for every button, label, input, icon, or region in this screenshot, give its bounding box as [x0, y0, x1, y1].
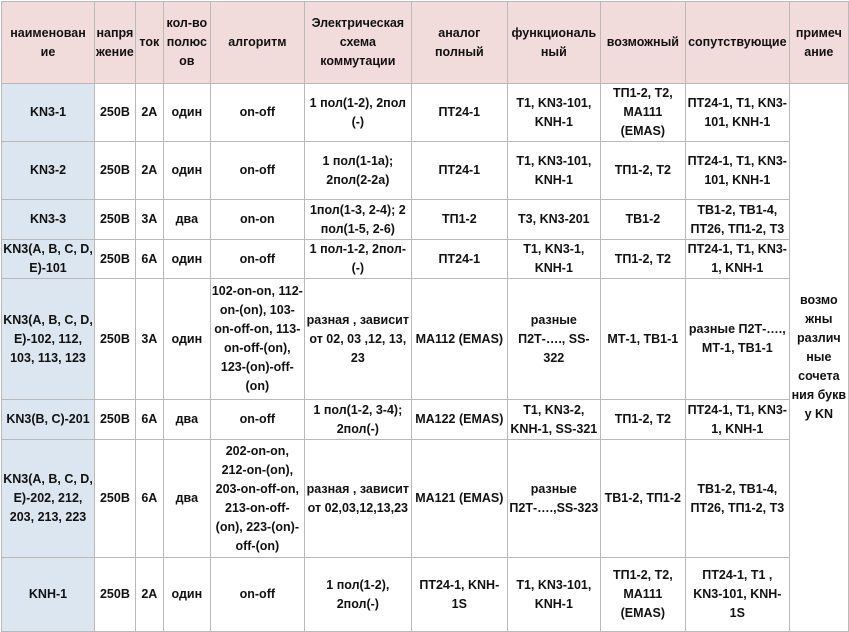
- cell-scheme: 1 пол-1-2, 2пол-(-): [304, 240, 411, 279]
- cell-scheme: разная , зависит от 02, 03 ,12, 13, 23: [304, 279, 411, 400]
- cell-scheme: 1 пол(1-1а); 2пол(2-2а): [304, 142, 411, 200]
- cell-poles: один: [163, 240, 210, 279]
- cell-poles: один: [163, 558, 210, 632]
- cell-name: KN3(A, B, C, D, E)-202, 212, 203, 213, 223: [2, 440, 95, 558]
- cell-possible: ТП1-2, Т2, MA111 (EMAS): [600, 558, 685, 632]
- cell-related: ТВ1-2, ТВ1-4, ПТ26, ТП1-2, Т3: [685, 440, 789, 558]
- cell-possible: ТВ1-2, ТП1-2: [600, 440, 685, 558]
- cell-name: KNH-1: [2, 558, 95, 632]
- header-note: примеч ание: [789, 2, 848, 84]
- header-functional: функциональ ный: [507, 2, 600, 84]
- table-row: [2, 240, 849, 279]
- cell-full-analog: MA112 (EMAS): [411, 279, 507, 400]
- table-row: [2, 142, 849, 200]
- cell-name: KN3(B, C)-201: [2, 400, 95, 440]
- cell-name: KN3(A, B, C, D, E)-101: [2, 240, 95, 279]
- cell-algorithm: on-on: [210, 200, 304, 240]
- cell-current: 2А: [135, 84, 163, 142]
- header-related: сопутствующие: [685, 2, 789, 84]
- cell-full-analog: MA122 (EMAS): [411, 400, 507, 440]
- cell-functional: разные П2Т-…., SS-322: [507, 279, 600, 400]
- cell-possible: ТП1-2, Т2: [600, 142, 685, 200]
- cell-full-analog: ТП1-2: [411, 200, 507, 240]
- cell-algorithm: on-off: [210, 400, 304, 440]
- header-algorithm: алгоритм: [210, 2, 304, 84]
- cell-algorithm: on-off: [210, 142, 304, 200]
- cell-poles: два: [163, 400, 210, 440]
- cell-current: 6А: [135, 400, 163, 440]
- cell-current: 6А: [135, 240, 163, 279]
- cell-scheme: 1 пол(1-2), 2пол(-): [304, 558, 411, 632]
- header-poles: кол-во полюс ов: [163, 2, 210, 84]
- cell-possible: ТП1-2, Т2: [600, 240, 685, 279]
- cell-scheme: 1 пол(1-2, 3-4); 2пол(-): [304, 400, 411, 440]
- cell-related: разные П2Т-…., МТ-1, ТВ1-1: [685, 279, 789, 400]
- header-current: ток: [135, 2, 163, 84]
- header-scheme: Электрическая схема коммутации: [304, 2, 411, 84]
- cell-current: 2А: [135, 142, 163, 200]
- cell-algorithm: 102-on-on, 112-on-(on), 103-on-off-on, 113-on-off-(on), 123-(on)-off-(on): [210, 279, 304, 400]
- cell-poles: один: [163, 84, 210, 142]
- cell-functional: разные П2Т-….,SS-323: [507, 440, 600, 558]
- cell-poles: два: [163, 440, 210, 558]
- cell-algorithm: on-off: [210, 240, 304, 279]
- cell-poles: один: [163, 279, 210, 400]
- header-row: [2, 2, 849, 84]
- cell-voltage: 250В: [95, 84, 136, 142]
- cell-scheme: разная , зависит от 02,03,12,13,23: [304, 440, 411, 558]
- cell-voltage: 250В: [95, 240, 136, 279]
- cell-voltage: 250В: [95, 142, 136, 200]
- cell-scheme: 1 пол(1-2), 2пол (-): [304, 84, 411, 142]
- cell-voltage: 250В: [95, 440, 136, 558]
- cell-poles: два: [163, 200, 210, 240]
- table-row: [2, 400, 849, 440]
- cell-name: KN3-1: [2, 84, 95, 142]
- cell-voltage: 250В: [95, 200, 136, 240]
- cell-full-analog: ПТ24-1: [411, 240, 507, 279]
- cell-current: 3А: [135, 200, 163, 240]
- cell-functional: T1, KN3-1, KNH-1: [507, 240, 600, 279]
- cell-voltage: 250В: [95, 400, 136, 440]
- cell-voltage: 250В: [95, 279, 136, 400]
- cell-functional: T1, KN3-101, KNH-1: [507, 142, 600, 200]
- cell-full-analog: ПТ24-1: [411, 84, 507, 142]
- header-possible: возможный: [600, 2, 685, 84]
- cell-scheme: 1пол(1-3, 2-4); 2 пол(1-5, 2-6): [304, 200, 411, 240]
- switch-comparison-table: [1, 1, 849, 632]
- cell-algorithm: on-off: [210, 84, 304, 142]
- header-full-analog: аналог полный: [411, 2, 507, 84]
- cell-name: KN3-3: [2, 200, 95, 240]
- cell-related: ПТ24-1, T1, KN3-1, KNH-1: [685, 400, 789, 440]
- cell-note: возмо жны различ ные сочета ния букв у KN: [789, 84, 848, 632]
- cell-full-analog: ПТ24-1, KNH-1S: [411, 558, 507, 632]
- cell-algorithm: 202-on-on, 212-on-(on), 203-on-off-on, 213-on-off-(on), 223-(on)-off-(on): [210, 440, 304, 558]
- table-row: [2, 200, 849, 240]
- cell-related: ПТ24-1, T1 , KN3-101, KNH-1S: [685, 558, 789, 632]
- cell-functional: Т3, KN3-201: [507, 200, 600, 240]
- cell-possible: ТП1-2, Т2: [600, 400, 685, 440]
- cell-possible: ТВ1-2: [600, 200, 685, 240]
- cell-algorithm: on-off: [210, 558, 304, 632]
- cell-voltage: 250В: [95, 558, 136, 632]
- cell-poles: один: [163, 142, 210, 200]
- cell-related: ПТ24-1, T1, KN3-101, KNH-1: [685, 84, 789, 142]
- table-row: [2, 84, 849, 142]
- cell-functional: T1, KN3-101, KNH-1: [507, 558, 600, 632]
- cell-current: 3А: [135, 279, 163, 400]
- header-voltage: напря жение: [95, 2, 136, 84]
- cell-full-analog: ПТ24-1: [411, 142, 507, 200]
- cell-possible: МТ-1, ТВ1-1: [600, 279, 685, 400]
- cell-full-analog: MA121 (EMAS): [411, 440, 507, 558]
- table-row: [2, 440, 849, 558]
- table-row: [2, 558, 849, 632]
- cell-related: ПТ24-1, T1, KN3-1, KNH-1: [685, 240, 789, 279]
- cell-possible: ТП1-2, Т2, MA111 (EMAS): [600, 84, 685, 142]
- cell-name: KN3(A, B, C, D, E)-102, 112, 103, 113, 123: [2, 279, 95, 400]
- cell-functional: T1, KN3-2, KNH-1, SS-321: [507, 400, 600, 440]
- header-name: наименован ие: [2, 2, 95, 84]
- cell-current: 2А: [135, 558, 163, 632]
- cell-current: 6А: [135, 440, 163, 558]
- cell-related: ПТ24-1, T1, KN3-101, KNH-1: [685, 142, 789, 200]
- table-row: [2, 279, 849, 400]
- cell-functional: T1, KN3-101, KNH-1: [507, 84, 600, 142]
- cell-related: ТВ1-2, ТВ1-4, ПТ26, ТП1-2, Т3: [685, 200, 789, 240]
- cell-name: KN3-2: [2, 142, 95, 200]
